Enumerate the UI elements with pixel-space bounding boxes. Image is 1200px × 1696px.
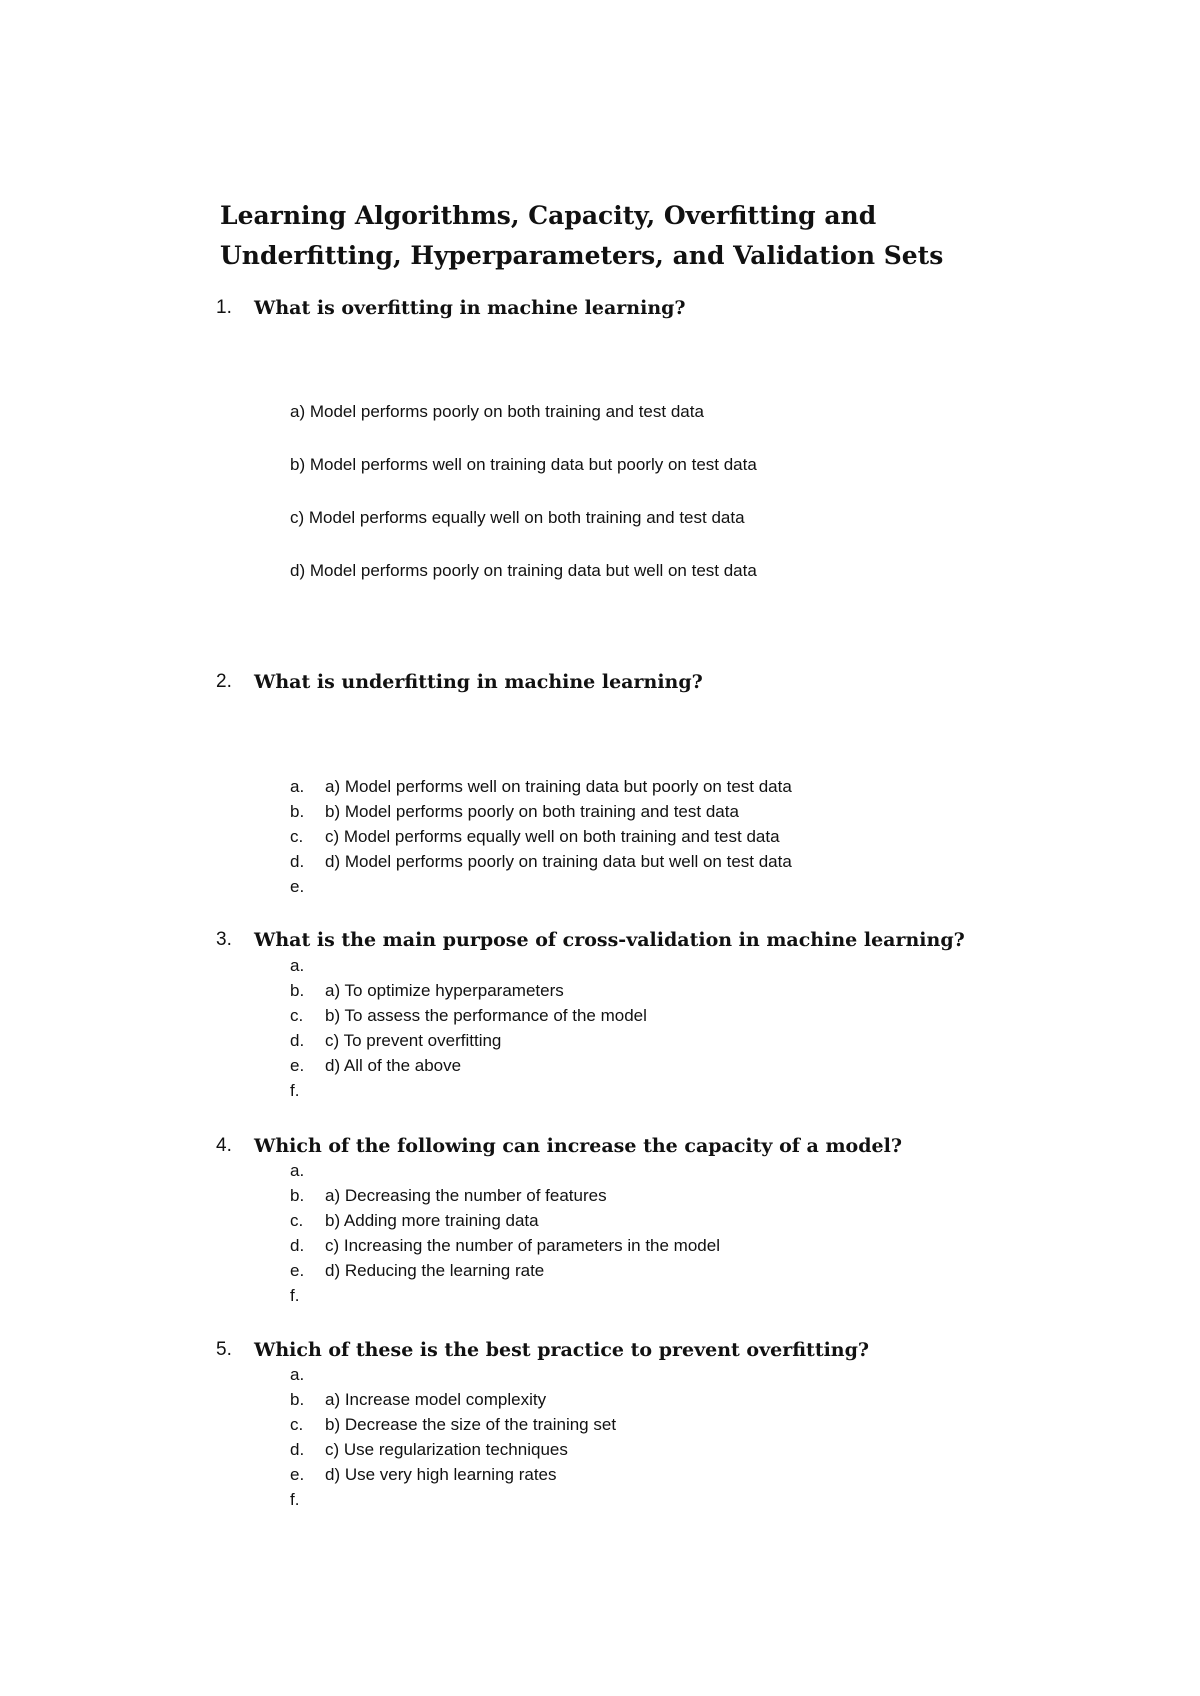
question-text: Which of these is the best practice to prevent overfitting?	[254, 1339, 870, 1361]
list-item	[290, 1437, 616, 1462]
option-text: c) Model performs equally well on both training and test data	[325, 826, 780, 846]
list-marker: a.	[290, 1160, 305, 1180]
list-marker: d.	[290, 1439, 305, 1459]
question-number: 5.	[216, 1339, 232, 1360]
question-3-options	[290, 953, 647, 1103]
option-text: a) Decreasing the number of features	[325, 1185, 607, 1205]
question-2-heading	[216, 667, 1156, 697]
list-item	[290, 1078, 647, 1103]
list-item	[290, 849, 792, 874]
option-text: d) Use very high learning rates	[325, 1464, 557, 1484]
list-marker: a.	[290, 955, 305, 975]
page-title-line-1: Learning Algorithms, Capacity, Overfitting and	[220, 201, 877, 230]
list-marker: e.	[290, 1260, 305, 1280]
list-item	[290, 1233, 720, 1258]
list-item	[290, 1412, 616, 1437]
option-d: d) Model performs poorly on training data but well on test data	[290, 561, 757, 580]
option-text: b) Adding more training data	[325, 1210, 539, 1230]
question-5-heading	[216, 1335, 1156, 1365]
option-text: b) Model performs poorly on both training and test data	[325, 801, 739, 821]
list-marker: c.	[290, 1005, 304, 1025]
list-item	[290, 1028, 647, 1053]
question-2-options	[290, 774, 792, 899]
list-marker: d.	[290, 851, 305, 871]
page-title	[220, 196, 1120, 276]
list-marker: c.	[290, 1414, 304, 1434]
list-item	[290, 1003, 647, 1028]
list-marker: f.	[290, 1489, 300, 1509]
question-2	[216, 667, 1156, 697]
option-text: d) All of the above	[325, 1055, 462, 1075]
question-3-heading	[216, 925, 1156, 955]
option-text: d) Reducing the learning rate	[325, 1260, 545, 1280]
option-text: a) To optimize hyperparameters	[325, 980, 564, 1000]
question-4-heading	[216, 1131, 1156, 1161]
list-marker: a.	[290, 776, 305, 796]
option-a: a) Model performs poorly on both training and test data	[290, 402, 704, 421]
list-item	[290, 953, 647, 978]
list-marker: d.	[290, 1235, 305, 1255]
option-text: c) Use regularization techniques	[325, 1439, 568, 1459]
list-marker: a.	[290, 1364, 305, 1384]
list-item	[290, 1158, 720, 1183]
list-item	[290, 1487, 616, 1512]
list-item	[290, 1208, 720, 1233]
option-text: a) Increase model complexity	[325, 1389, 547, 1409]
option-text: b) Decrease the size of the training set	[325, 1414, 617, 1434]
question-number: 2.	[216, 671, 232, 692]
option-text: a) Model performs well on training data but poorly on test data	[325, 776, 792, 796]
list-item	[290, 1283, 720, 1308]
option-text: b) To assess the performance of the model	[325, 1005, 647, 1025]
list-item	[290, 1387, 616, 1412]
question-text: Which of the following can increase the capacity of a model?	[254, 1135, 902, 1157]
option-text: c) To prevent overfitting	[325, 1030, 502, 1050]
question-4-options	[290, 1158, 720, 1308]
list-marker: b.	[290, 801, 305, 821]
list-marker: c.	[290, 826, 304, 846]
list-item	[290, 774, 792, 799]
list-item	[290, 1183, 720, 1208]
list-marker: e.	[290, 1464, 305, 1484]
question-5	[216, 1335, 1156, 1365]
list-item	[290, 824, 792, 849]
list-item	[290, 1362, 616, 1387]
list-item	[290, 1258, 720, 1283]
list-marker: f.	[290, 1285, 300, 1305]
list-marker: e.	[290, 1055, 305, 1075]
question-5-options	[290, 1362, 616, 1512]
list-marker: f.	[290, 1080, 300, 1100]
question-1-heading	[216, 293, 1156, 323]
option-c: c) Model performs equally well on both training and test data	[290, 508, 745, 527]
question-3	[216, 925, 1156, 955]
list-marker: b.	[290, 980, 305, 1000]
question-number: 4.	[216, 1135, 232, 1156]
list-marker: c.	[290, 1210, 304, 1230]
question-number: 1.	[216, 297, 232, 318]
list-item	[290, 1053, 647, 1078]
list-item	[290, 978, 647, 1003]
list-marker: e.	[290, 876, 305, 896]
list-item	[290, 874, 792, 899]
page-title-line-2: Underfitting, Hyperparameters, and Validation Sets	[220, 241, 944, 270]
question-4	[216, 1131, 1156, 1161]
list-item	[290, 1462, 616, 1487]
list-item	[290, 799, 792, 824]
option-text: c) Increasing the number of parameters in the model	[325, 1235, 720, 1255]
question-1-options	[290, 402, 757, 614]
option-text: d) Model performs poorly on training data but well on test data	[325, 851, 792, 871]
list-marker: b.	[290, 1389, 305, 1409]
option-b: b) Model performs well on training data but poorly on test data	[290, 455, 757, 474]
question-text: What is the main purpose of cross-validation in machine learning?	[254, 929, 965, 951]
question-text: What is underfitting in machine learning?	[254, 671, 703, 693]
question-1	[216, 293, 1156, 323]
list-marker: d.	[290, 1030, 305, 1050]
question-text: What is overfitting in machine learning?	[254, 297, 686, 319]
list-marker: b.	[290, 1185, 305, 1205]
question-number: 3.	[216, 929, 232, 950]
